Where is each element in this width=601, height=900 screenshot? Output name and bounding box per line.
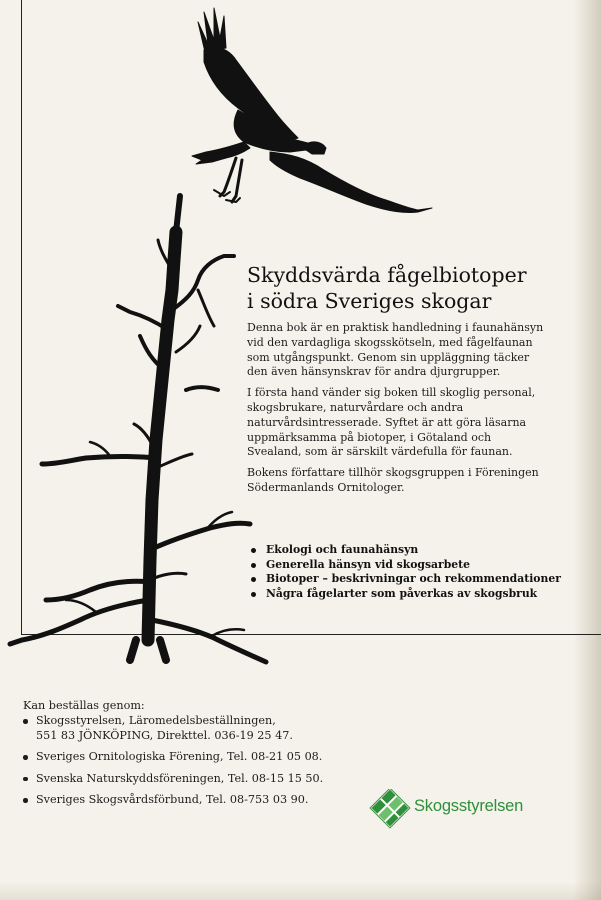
dead-tree-silhouette-icon bbox=[10, 196, 266, 662]
title-line-1: Skyddsvärda fågelbiotoper bbox=[247, 263, 527, 287]
logo-name: Skogsstyrelsen bbox=[414, 797, 524, 815]
title-line-2: i södra Sveriges skogar bbox=[247, 289, 492, 313]
description-paragraph: I första hand vänder sig boken till skoglig personal, skogsbrukare, naturvårdare och andra naturvårdsintresserade. Syftet är att göra läsarna uppmärksamma på biotoper, i Götaland och Svealand, som är särskilt värdefulla för faunan. bbox=[247, 386, 536, 459]
topics-list bbox=[251, 543, 571, 601]
page-bottom-shadow bbox=[0, 882, 601, 900]
ordering-list bbox=[23, 714, 383, 815]
bullet-icon bbox=[251, 563, 256, 568]
description-paragraph: Denna bok är en praktisk handledning i faunahänsyn vid den vardagliga skogsskötseln, med fågelfaunan som utgångspunkt. Genom sin uppläggning täcker den även hänsynskrav för andra djurgrupper. bbox=[247, 321, 544, 379]
bullet-icon bbox=[23, 777, 28, 782]
topic-item: Generella hänsyn vid skogsarbete bbox=[251, 558, 571, 573]
bullet-icon bbox=[251, 592, 256, 597]
bullet-icon bbox=[23, 798, 28, 803]
topic-item: Några fågelarter som påverkas av skogsbruk bbox=[251, 587, 571, 602]
bullet-icon bbox=[251, 577, 256, 582]
topic-item: Ekologi och faunahänsyn bbox=[251, 543, 571, 558]
ordering-source: Svenska Naturskyddsföreningen, Tel. 08-15 15 50. bbox=[23, 772, 383, 787]
book-description bbox=[247, 321, 547, 502]
description-paragraph: Bokens författare tillhör skogsgruppen i Föreningen Södermanlands Ornitologer. bbox=[247, 466, 539, 494]
bullet-icon bbox=[23, 719, 28, 724]
ordering-source: Skogsstyrelsen, Läromedelsbeställningen, 551 83 JÖNKÖPING, Direkttel. 036-19 25 47. bbox=[23, 714, 383, 743]
ordering-source: Sveriges Ornitologiska Förening, Tel. 08-21 05 08. bbox=[23, 750, 383, 765]
book-title bbox=[247, 262, 577, 314]
topic-item: Biotoper – beskrivningar och rekommendationer bbox=[251, 572, 571, 587]
ordering-source: Sveriges Skogsvårdsförbund, Tel. 08-753 03 90. bbox=[23, 793, 383, 808]
osprey-silhouette-icon bbox=[192, 8, 432, 213]
bullet-icon bbox=[23, 755, 28, 760]
ordering-heading: Kan beställas genom: bbox=[23, 699, 145, 712]
bullet-icon bbox=[251, 548, 256, 553]
